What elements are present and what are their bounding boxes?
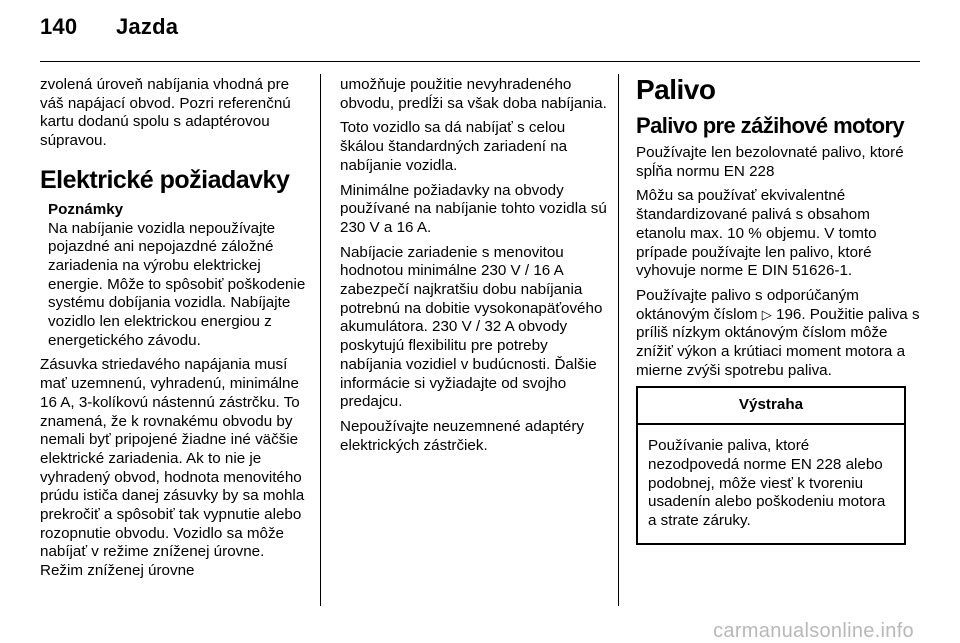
- watermark: carmanualsonline.info: [713, 620, 914, 642]
- paragraph: Používajte len bezolovnaté palivo, ktoré spĺňa normu EN 228: [636, 144, 904, 180]
- note-box: [48, 201, 308, 351]
- heading-electrical-requirements: Elektrické požiadavky: [40, 165, 290, 194]
- paragraph: Nepoužívajte neuzemnené adaptéry elektrických zástrčiek.: [340, 417, 585, 454]
- page-reference-arrow-icon: ▷: [761, 306, 772, 322]
- paragraph: Zásuvka striedavého napájania musí mať uzemnenú, vyhradenú, minimálne 16 A, 3-kolíkovú nástennú zástrčku. To znamená, že k rovnakému obvodu by nemali byť pripojené žiadne iné väčšie elektrické zariadenia. Ak to nie je vyhradený obvod, hodnota menovitého prúdu ističa danej zásuvky by sa mohla prekročiť a spôsobiť tak vypnutie alebo rozopnutie obvodu. Vozidlo sa môže nabíjať v režime zníženej úrovne. Režim zníženej úrovne: [40, 356, 305, 580]
- page-number: 140: [40, 14, 78, 39]
- header-rule: [40, 61, 920, 62]
- paragraph-text: Používajte palivo s odporúčaným oktánovým číslom: [636, 286, 859, 323]
- paragraph: [636, 287, 920, 381]
- paragraph: umožňuje použitie nevyhradeného obvodu, predĺži sa však doba nabíjania.: [340, 76, 607, 112]
- paragraph-text: . Použitie paliva s príliš nízkym oktánovým číslom môže znížiť výkon a krútiaci moment motora a mierne zvýši spotrebu paliva.: [636, 305, 920, 379]
- page-reference-link[interactable]: 196: [776, 305, 802, 323]
- page-header: [40, 14, 178, 40]
- warning-box: [636, 386, 906, 544]
- paragraph: Môžu sa používať ekvivalentné štandardizované palivá s obsahom etanolu max. 10 % objemu. V tomto prípade používajte len palivo, ktoré vyhovuje norme E DIN 51626-1.: [636, 187, 877, 280]
- note-title: Poznámky: [48, 200, 124, 218]
- paragraph: zvolená úroveň nabíjania vhodná pre váš napájací obvod. Pozri referenčnú kartu dodanú spolu s adaptérovou súpravou.: [40, 76, 291, 150]
- paragraph: Nabíjacie zariadenie s menovitou hodnotou minimálne 230 V / 16 A zabezpečí najkratšiu dobu nabíjania potrebnú na dobitie vysokonapäťového akumulátora. 230 V / 32 A obvody poskytujú flexibilitu pre potreby nabíjania vozidiel v budúcnosti. Ďalšie informácie si vyžiadajte od svojho predajcu.: [340, 243, 603, 411]
- column-2: [340, 76, 608, 461]
- heading-fuel: Palivo: [636, 74, 716, 105]
- subheading-petrol-engines: Palivo pre zážihové motory: [636, 113, 905, 138]
- column-3: [636, 74, 920, 545]
- warning-title: Výstraha: [638, 388, 904, 425]
- section-title: Jazda: [116, 14, 179, 39]
- column-divider: [618, 74, 619, 606]
- column-1: [40, 76, 308, 587]
- paragraph: Toto vozidlo sa dá nabíjať s celou škálou štandardných zariadení na nabíjanie vozidla.: [340, 119, 568, 174]
- column-divider: [320, 74, 321, 606]
- warning-body: Používanie paliva, ktoré nezodpovedá norme EN 228 alebo podobnej, môže viesť k tvoreniu usadenín alebo poškodeniu motora a strate záruky.: [648, 437, 886, 529]
- note-body: Na nabíjanie vozidla nepoužívajte pojazdné ani nepojazdné záložné zariadenia na výrobu elektrickej energie. Môže to spôsobiť poškodenie systému dobíjania vozidla. Nabíjajte vozidlo len elektrickou energiou z energetického závodu.: [48, 219, 306, 349]
- paragraph: Minimálne požiadavky na obvody používané na nabíjanie tohto vozidla sú 230 V a 16 A.: [340, 181, 607, 236]
